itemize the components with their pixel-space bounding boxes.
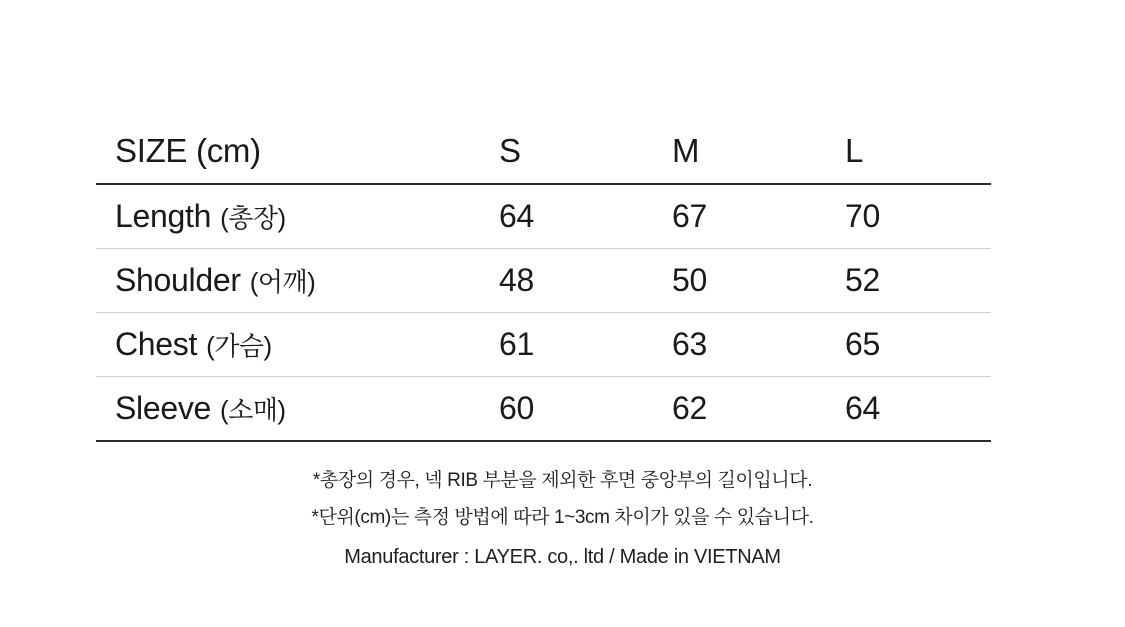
- size-s-header: S: [499, 131, 521, 169]
- row-label: [115, 185, 286, 248]
- size-m-header: M: [672, 131, 700, 169]
- size-chart-table: [96, 118, 991, 442]
- row-label: [115, 249, 315, 312]
- value-s: 60: [499, 390, 534, 426]
- value-l: 64: [845, 390, 880, 426]
- value-m: 63: [672, 326, 707, 362]
- measure-name: Chest: [115, 326, 198, 362]
- value-l: 65: [845, 326, 880, 362]
- measure-name: Length: [115, 198, 212, 234]
- measure-name: Sleeve: [115, 390, 212, 426]
- size-notes: [0, 462, 1125, 576]
- manufacturer-info: Manufacturer : LAYER. co,. ltd / Made in VIETNAM: [344, 546, 781, 568]
- value-m: 67: [672, 198, 707, 234]
- row-label: [115, 313, 272, 376]
- value-s: 64: [499, 198, 534, 234]
- value-m: 62: [672, 390, 707, 426]
- measure-name-korean: (소매): [220, 395, 286, 425]
- table-row-sleeve: [96, 377, 991, 442]
- measure-name-korean: (어깨): [249, 267, 316, 297]
- measure-name-korean: (가슴): [206, 331, 272, 361]
- table-header-row: [96, 118, 991, 185]
- size-l-header: L: [845, 131, 864, 169]
- note-length-measurement: *총장의 경우, 넥 RIB 부분을 제외한 후면 중앙부의 길이입니다.: [312, 470, 813, 491]
- value-m: 50: [672, 262, 707, 298]
- table-row-chest: [96, 313, 991, 377]
- value-s: 48: [499, 262, 534, 298]
- row-label: [115, 377, 286, 440]
- table-row-length: [96, 185, 991, 249]
- value-l: 52: [845, 262, 880, 298]
- measure-name-korean: (총장): [220, 203, 286, 233]
- size-unit-header: SIZE (cm): [115, 131, 261, 169]
- measure-name: Shoulder: [115, 262, 241, 298]
- value-l: 70: [845, 198, 880, 234]
- table-row-shoulder: [96, 249, 991, 313]
- value-s: 61: [499, 326, 534, 362]
- note-unit-tolerance: *단위(cm)는 측정 방법에 따라 1~3cm 차이가 있을 수 있습니다.: [311, 507, 814, 528]
